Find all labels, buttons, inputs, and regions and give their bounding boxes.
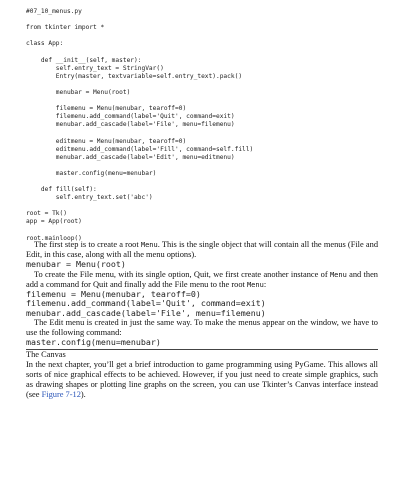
code-line: menubar.add_cascade(label='Edit', menu=editmenu) [26,153,235,161]
code-line [26,16,253,24]
paragraph-root-menu [26,240,378,260]
paragraph-file-menu [26,270,378,290]
code-line: menubar.add_cascade(label='File', menu=filemenu) [26,307,266,318]
code-line: root.mainloop() [26,234,82,242]
code-line: #07_10_menus.py [26,8,82,15]
text: The first step is to create a root [34,240,141,249]
code-line: root = Tk() [26,210,67,218]
code-line [26,32,253,40]
inline-code: Menu [246,280,264,289]
code-line: menubar.add_cascade(label='File', menu=filemenu) [26,121,235,129]
code-line: editmenu = Menu(menubar, tearoff=0) [26,137,187,145]
text: In the next chapter, you’ll get a brief introduction to game programming using PyGame. This allows all sorts of nice graphical effects to be achieved. However, if you just need to create simple graphics, such as drawing shapes or plotting line graphs on the screen, you can use Tkinter’s Canvas interface instead (see [26,359,378,399]
code-line: class App: [26,40,64,48]
code-line: self.entry_text.set('abc') [26,194,153,202]
code-line [26,81,253,89]
section-heading: The Canvas [26,349,66,359]
text: ). [80,389,86,399]
code-line [26,227,253,235]
code-snippet-filemenu [26,290,378,319]
text: : [263,279,267,289]
code-line: filemenu.add_command(label='Quit', command=exit) [26,298,266,309]
code-line: app = App(root) [26,218,82,226]
paragraph-canvas [26,360,378,400]
code-line: menubar = Menu(root) [26,88,131,96]
code-snippet-config [26,338,378,350]
code-line: def fill(self): [26,186,97,194]
code-line [26,48,253,56]
code-line: menubar = Menu(root) [26,259,126,269]
text: and then add a command for Quit and finally add the File menu to the root [26,269,378,289]
code-line: from tkinter import * [26,24,105,32]
code-line: filemenu.add_command(label='Quit', command=exit) [26,113,235,121]
inline-code: Menu [329,270,347,279]
code-line: self.entry_text = StringVar() [26,64,164,72]
code-line: master.config(menu=menubar) [26,169,157,177]
code-snippet-menubar [26,260,378,270]
code-line: filemenu = Menu(menubar, tearoff=0) [26,105,187,113]
text: To create the File menu, with its single option, Quit, we first create another instance of [34,269,330,279]
text: . This is the single object that will contain all the menus (File and Edit, in this case, along with all the menu options). [26,240,379,259]
code-line: editmenu.add_command(label='Fill', command=self.fill) [26,145,254,153]
code-line [26,97,253,105]
paragraph-edit-menu: The Edit menu is created in just the same way. To make the menus appear on the window, we have to use the following command: [26,318,378,338]
body-text [26,240,378,400]
code-line [26,202,253,210]
inline-code: Menu [140,241,158,249]
code-line: filemenu = Menu(menubar, tearoff=0) [26,288,201,299]
code-line [26,129,253,137]
code-line: def __init__(self, master): [26,56,142,64]
code-line [26,162,253,170]
code-line [26,178,253,186]
figure-link[interactable]: Figure 7-12 [41,389,81,399]
code-listing [26,8,253,243]
code-line: master.config(menu=menubar) [26,337,161,348]
code-line: Entry(master, textvariable=self.entry_text).pack() [26,72,243,80]
